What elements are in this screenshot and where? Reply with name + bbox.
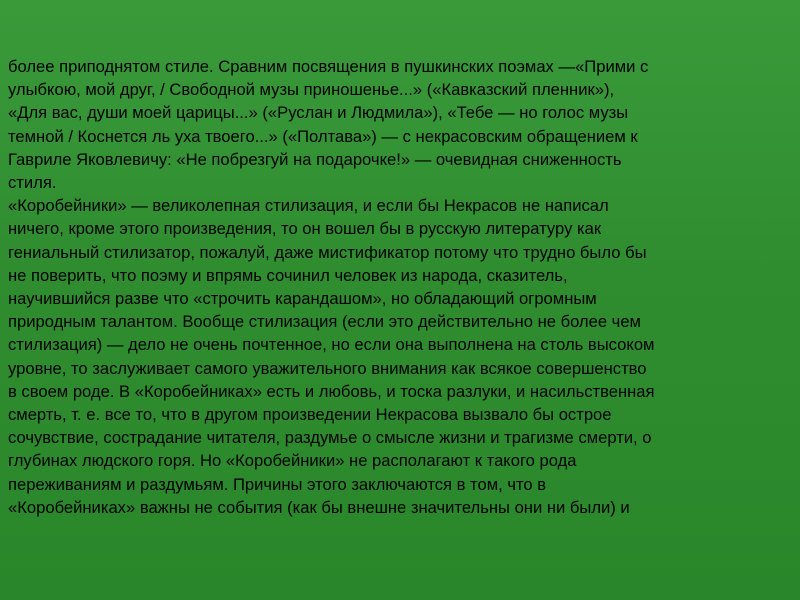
text-line: не поверить, что поэму и впрямь сочинил человек из народа, сказитель,: [8, 265, 568, 285]
text-line: глубинах людского горя. Но «Коробейники» не располагают к такого рода: [8, 451, 577, 471]
text-line: смерть, т. е. все то, что в другом произведении Некрасова вызвало бы острое: [8, 405, 612, 425]
text-line: темной / Коснется ль уха твоего...» («Полтава») — с некрасовским обращением к: [8, 126, 638, 146]
text-line: в своем роде. В «Коробейниках» есть и любовь, и тоска разлуки, и насильственная: [8, 381, 655, 401]
text-line: природным талантом. Вообще стилизация (если это действительно не более чем: [8, 312, 641, 332]
text-line: гениальный стилизатор, пожалуй, даже мистификатор потому что трудно было бы: [8, 242, 647, 262]
text-line: переживаниям и раздумьям. Причины этого заключаются в том, что в: [8, 474, 547, 494]
text-line: научившийся разве что «строчить карандашом», но обладающий огромным: [8, 289, 597, 309]
text-line: уровне, то заслуживает самого уважительного внимания как всякое совершенство: [8, 358, 647, 378]
text-line: стиля.: [8, 173, 57, 193]
text-line: Гавриле Яковлевичу: «Не побрезгуй на подарочке!» — очевидная сниженность: [8, 149, 622, 169]
text-line: стилизация) — дело не очень почтенное, но если она выполнена на столь высоком: [8, 335, 655, 355]
text-line: улыбкою, мой друг, / Свободной музы приношенье...» («Кавказский пленник»),: [8, 80, 615, 100]
text-line: «Для вас, души моей царицы...» («Руслан и Людмила»), «Тебе — но голос музы: [8, 103, 629, 123]
text-line: сочувствие, сострадание читателя, раздумье о смысле жизни и трагизме смерти, о: [8, 428, 652, 448]
text-line: более приподнятом стиле. Сравним посвящения в пушкинских поэмах —«Прими с: [8, 57, 649, 76]
text-line: «Коробейники» — великолепная стилизация, и если бы Некрасов не написал: [8, 196, 609, 216]
text-line: «Коробейниках» важны не события (как бы внешне значительны они ни были) и: [8, 497, 630, 517]
text-line: ничего, кроме этого произведения, то он вошел бы в русскую литературу как: [8, 219, 602, 239]
slide-text: [8, 55, 796, 519]
